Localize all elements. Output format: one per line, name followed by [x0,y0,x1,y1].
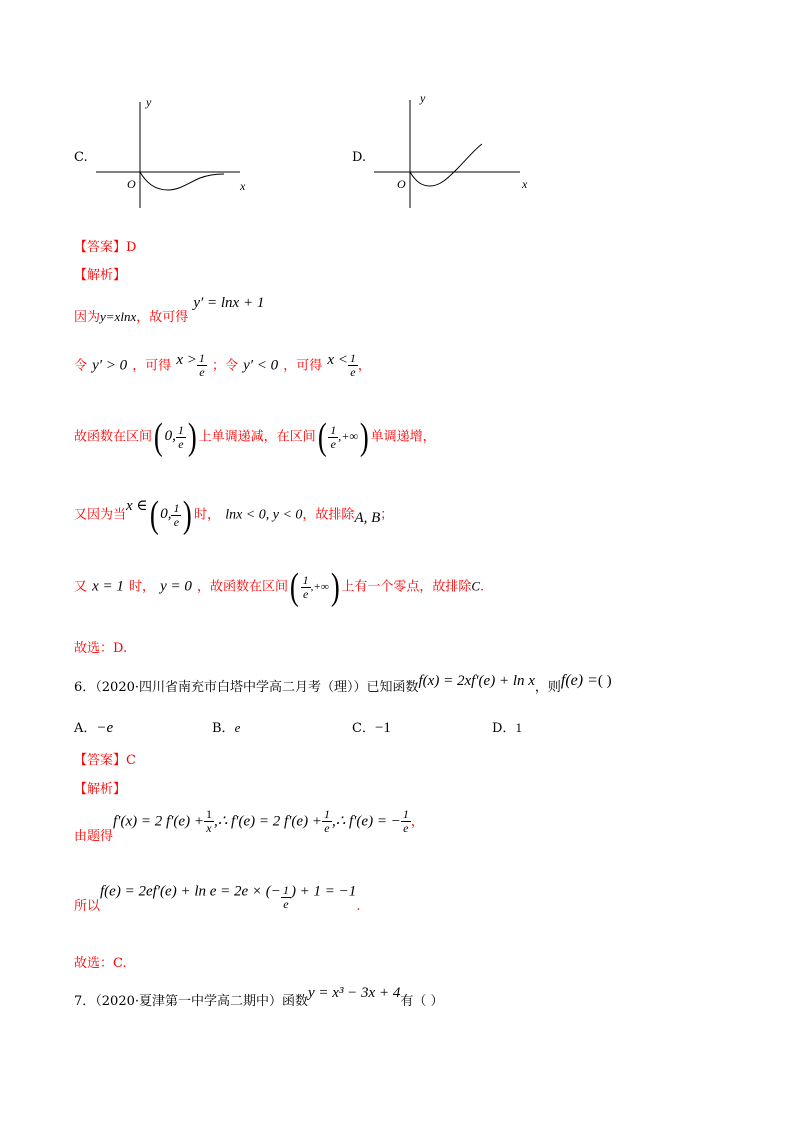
q5-l3-int1: ( 0, $\frac{1}{e}$ ) [153,416,197,458]
q5-l5-m1: x = 1 [92,578,124,595]
q6-option-b-value: e [234,720,241,735]
q6-num: 6． [74,680,96,695]
q5-line-1 [74,292,265,325]
option-c-label: C. [74,150,88,165]
q5-l5-e: . [480,579,485,595]
q5-l2-d: ，可得 [283,358,323,374]
q6-option-b [212,717,240,736]
q5-l4-d: ； [380,507,394,523]
q6-option-c-value: −1 [374,720,391,736]
q6-l1-m2: ,∴ f′(e) = 2 f′(e) + [213,813,322,830]
q5-l5-m3: C [471,578,480,594]
q7-source: （2020·夏津第一中学高二期中）函数 [95,994,308,1009]
q5-line-3 [74,418,436,456]
q6-ask: f(e) = [560,672,598,689]
q6-stem [74,670,612,695]
q5-l1-text2: ，故可得 [136,310,189,325]
q6-func: f(x) = 2xf′(e) + ln x [418,673,535,689]
q6-l2-m1: f(e) = 2ef′(e) + ln e = 2e × (− [100,883,281,900]
q6-option-d-value: 1 [515,720,522,735]
graph-d [370,88,540,213]
q5-l2-b: ，可得 [132,358,172,374]
q6-analysis-tag: 【解析】 [74,782,127,797]
q5-line-4 [74,496,393,534]
q6-line-2 [74,878,361,914]
graph-c-origin-label: O [127,177,136,191]
q6-line-1 [74,807,424,844]
graph-d-origin-label: O [397,177,406,191]
q7-end: 有（ ） [400,994,444,1009]
q5-l4-m1: x ∈ [126,498,148,515]
q5-l5-c: ，故函数在区间 [196,579,288,595]
q6-l1-m1: f′(x) = 2 f′(e) + [113,813,204,830]
q6-option-c [352,717,391,737]
graph-c-y-label: y [146,95,152,109]
q7-func: y = x³ − 3x + 4 [308,985,401,1001]
q6-l2-end: . [356,898,361,914]
q5-l1-text: 因为 [74,310,101,325]
q6-paren: ( ) [597,673,612,689]
option-d-label: D. [352,150,367,165]
q6-l1-frac-e1: $\frac{1}{e}$ [323,807,330,835]
q5-l2-m4-frac: $\frac{1}{e}$ [349,351,356,379]
q5-choose: 故选：D. [74,641,128,656]
q6-option-a [74,717,113,737]
q6-answer-tag: 【答案】 [74,753,127,768]
graph-c-curve [140,172,224,190]
graph-d-curve [410,144,482,186]
q5-line-2 [74,352,371,378]
graph-d-y-label: y [420,91,426,105]
q6-option-a-value: −e [96,720,114,736]
q5-l2-m2-lhs: x > [176,351,197,368]
q5-l2-m3: y′ < 0 [243,357,279,374]
q5-l5-a: 又 [74,579,88,595]
q5-l2-e: ， [357,358,371,374]
q5-l5-m2: y = 0 [160,578,192,595]
q6-choose: 故选：C. [74,956,127,971]
q6-l1-m3: ,∴ f′(e) = − [331,813,401,830]
q5-l2-c: ；令 [212,358,239,374]
q5-answer-tag: 【答案】 [74,240,127,255]
q7-num: 7． [74,994,96,1009]
q5-answer-value: D [126,240,137,255]
q6-option-c-label: C． [352,721,375,736]
q5-l5-d: 上有一个零点，故排除 [341,579,472,595]
q6-source: （2020·四川省南充市白塔中学高二月考（理））已知函数 [95,680,419,695]
q5-l5-b: 时， [128,579,155,595]
q5-l1-deriv: y′ = lnx + 1 [193,295,265,311]
q6-l2-m2: ) + 1 = −1 [290,883,357,900]
q6-option-a-label: A． [74,721,97,736]
q5-l2-a: 令 [74,358,88,374]
q5-l2-m1: y′ > 0 [92,357,128,374]
q6-l1-frac-e2: $\frac{1}{e}$ [402,807,409,835]
q6-l1-frac-x: $\frac{1}{x}$ [205,807,212,835]
q5-l4-a: 又因为当 [74,507,127,523]
q5-l4-c: ，故排除 [302,507,355,523]
q5-l3-a: 故函数在区间 [74,429,153,445]
q5-l4-m3: A, B [354,510,381,527]
q5-line-5 [74,568,484,606]
q5-l4-b: 时， [194,507,221,523]
q6-option-d [492,717,522,736]
q6-answer-value: C [126,753,136,768]
q6-then: ，则 [534,680,561,695]
q5-l3-int2: ( $\frac{1}{e}$ ,+∞) [317,416,369,458]
q5-l5-interval: ( $\frac{1}{e}$ ,+∞) [289,566,340,608]
q6-l2-text: 所以 [74,898,101,914]
q5-l1-func: y=xlnx [100,309,137,324]
graph-d-x-label: x [522,177,528,191]
q5-l3-b: 上单调递减，在区间 [198,429,316,445]
q5-analysis-tag: 【解析】 [74,268,127,283]
q6-option-b-label: B． [212,721,235,736]
q5-l4-interval: ( 0, $\frac{1}{e}$ ) [149,494,193,536]
q6-option-d-label: D． [492,721,516,736]
q5-answer [74,236,136,255]
q5-l3-c: 单调递增， [370,429,436,445]
graph-c [90,90,260,215]
q5-l4-m2: lnx < 0, y < 0 [225,507,303,523]
q6-l1-end: ， [410,814,424,830]
graph-c-x-label: x [240,179,246,193]
q6-l1-text: 由题得 [74,828,114,844]
q5-l2-m2-frac: $\frac{1}{e}$ [198,351,205,379]
q6-answer [74,749,136,768]
q7-stem [74,982,444,1009]
q6-l2-frac: $\frac{1}{e}$ [282,883,289,911]
q5-l2-m4-lhs: x < [327,351,348,368]
